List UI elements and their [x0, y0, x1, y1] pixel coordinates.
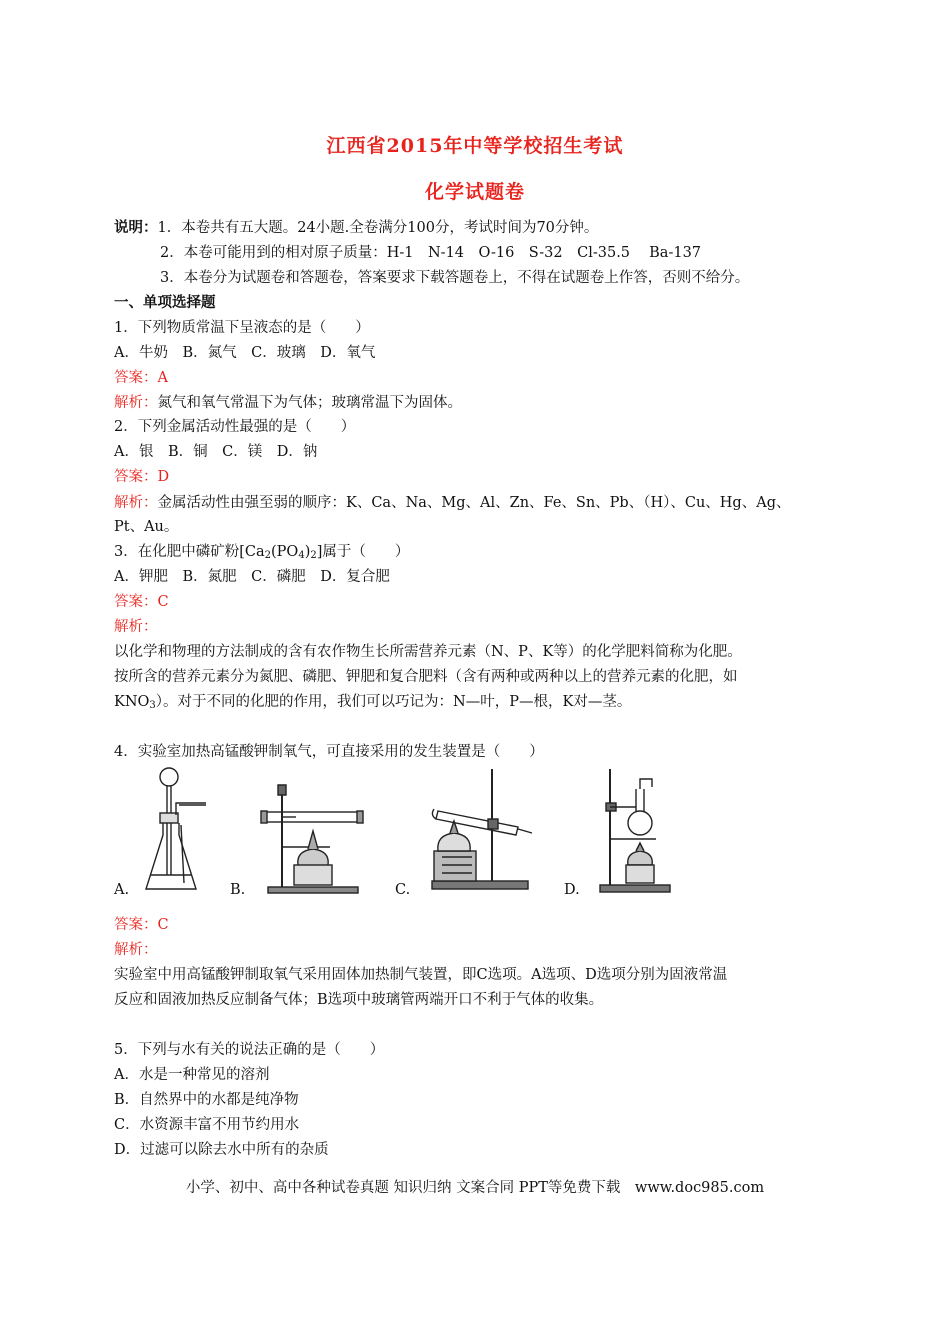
analysis-text: ）。对于不同的化肥的作用，我们可以巧记为：N—叶，P—根，K对—茎。: [155, 694, 632, 710]
answer-value: C: [157, 594, 169, 610]
analysis-text: 氮气和氧气常温下为气体；玻璃常温下为固体。: [157, 395, 462, 411]
apparatus-b-image: [258, 765, 368, 895]
answer-value: A: [157, 370, 168, 386]
answer-label: 答案：: [114, 469, 158, 485]
q3-stem-part: (PO: [271, 544, 299, 560]
q5-option: D．过滤可以除去水中所有的杂质: [114, 1142, 329, 1158]
analysis-label: 解析：: [114, 395, 158, 411]
q4-answer: [114, 916, 169, 934]
q3-stem-part: 3．在化肥中磷矿粉[Ca: [114, 544, 265, 560]
analysis-text: 金属活动性由强至弱的顺序：K、Ca、Na、Mg、Al、Zn、Fe、Sn、Pb、（H）、Cu、Hg、Ag、: [157, 495, 791, 511]
answer-label: 答案：: [114, 370, 158, 386]
subscript: 3: [149, 700, 156, 711]
answer-value: D: [157, 469, 170, 485]
q4-analysis-2: 反应和固液加热反应制备气体；B选项中玻璃管两端开口不利于气体的收集。: [114, 992, 604, 1008]
section-heading: 一、单项选择题: [114, 294, 216, 311]
instructions-label: 说明：: [114, 219, 158, 236]
option-label-c: C.: [395, 882, 411, 898]
apparatus-d-image: [596, 765, 676, 895]
q1-answer: [114, 369, 168, 387]
q4-analysis-label: 解析：: [114, 942, 158, 958]
answer-label: 答案：: [114, 594, 158, 610]
q3-stem: [114, 543, 409, 565]
option-label-d: D.: [564, 882, 580, 898]
q5-option: C．水资源丰富不用节约用水: [114, 1117, 300, 1133]
instruction-item: 3．本卷分为试题卷和答题卷，答案要求下载答题卷上，不得在试题卷上作答，否则不给分。: [160, 270, 750, 286]
q2-answer: [114, 468, 169, 486]
subscript: 4: [298, 550, 305, 561]
q2-stem: 2．下列金属活动性最强的是（ ）: [114, 419, 356, 435]
q3-stem-part: ): [304, 544, 311, 560]
apparatus-c-image: [428, 765, 538, 895]
q1-analysis: [114, 394, 462, 412]
instruction-item: 1．本卷共有五大题。24小题.全卷满分100分，考试时间为70分钟。: [157, 220, 599, 236]
instructions-line-1: [114, 219, 598, 237]
q5-stem: 5．下列与水有关的说法正确的是（ ）: [114, 1042, 385, 1058]
option-label-b: B.: [230, 882, 246, 898]
q3-analysis-label: 解析：: [114, 619, 158, 635]
q3-analysis-2: 按所含的营养元素分为氮肥、磷肥、钾肥和复合肥料（含有两种或两种以上的营养元素的化肥，如: [114, 669, 738, 685]
formula-text: KNO: [114, 694, 150, 710]
analysis-label: 解析：: [114, 495, 158, 511]
q4-analysis-1: 实验室中用高锰酸钾制取氧气采用固体加热制气装置，即C选项。A选项、D选项分别为固液常温: [114, 967, 728, 983]
q2-analysis: [114, 494, 790, 512]
instruction-item: 2．本卷可能用到的相对原子质量：H-1 N-14 O-16 S-32 Cl-35.5 Ba-137: [160, 245, 702, 261]
answer-value: C: [157, 917, 169, 933]
q2-analysis-cont: Pt、Au。: [114, 519, 179, 535]
q3-options: A．钾肥 B．氮肥 C．磷肥 D．复合肥: [114, 569, 390, 585]
answer-label: 答案：: [114, 917, 158, 933]
q1-options: A．牛奶 B．氮气 C．玻璃 D．氧气: [114, 345, 376, 361]
exam-subtitle: 化学试题卷: [424, 181, 525, 203]
q3-analysis-3: [114, 693, 631, 715]
q2-options: A．银 B．铜 C．镁 D．钠: [114, 444, 318, 460]
page-footer: 小学、初中、高中各种试卷真题 知识归纳 文案合同 PPT等免费下载 www.doc985.com: [185, 1180, 765, 1196]
q5-option: B．自然界中的水都是纯净物: [114, 1092, 299, 1108]
q3-analysis-1: 以化学和物理的方法制成的含有农作物生长所需营养元素（N、P、K等）的化学肥料简称为化肥。: [114, 644, 742, 660]
subscript: 2: [264, 550, 271, 561]
subscript: 2: [310, 550, 317, 561]
exam-title: 江西省2015年中等学校招生考试: [326, 135, 624, 157]
apparatus-a-image: [136, 765, 216, 895]
q1-stem: 1．下列物质常温下呈液态的是（ ）: [114, 320, 370, 336]
option-label-a: A.: [114, 882, 130, 898]
q5-option: A．水是一种常见的溶剂: [114, 1067, 270, 1083]
q3-answer: [114, 593, 169, 611]
q3-stem-part: ]属于（ ）: [316, 544, 410, 560]
q4-stem: 4．实验室加热高锰酸钾制氧气，可直接采用的发生装置是（ ）: [114, 744, 544, 760]
